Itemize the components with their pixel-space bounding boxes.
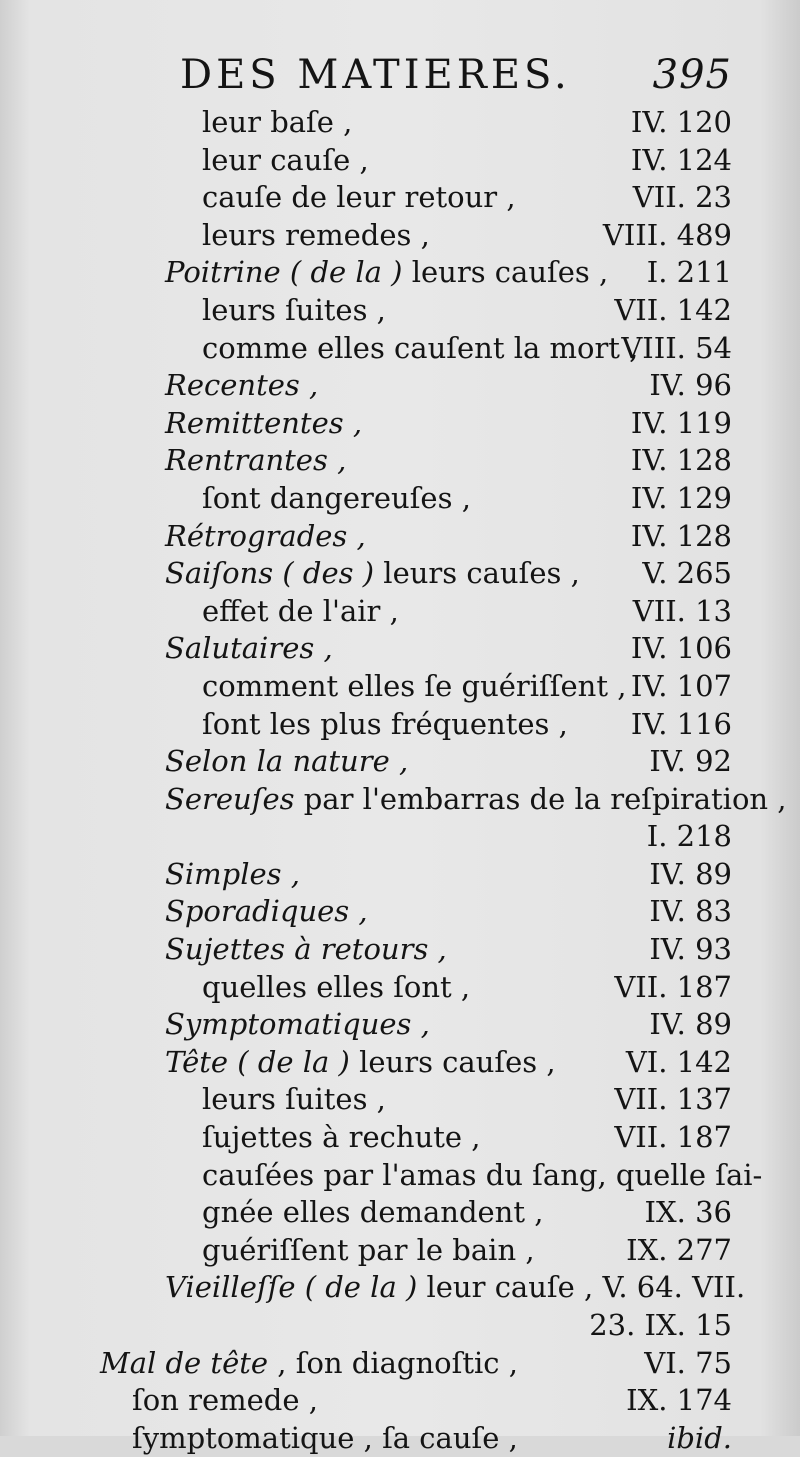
index-reference: VIII. 54 [621,330,732,365]
entry-text: ſont dangereuſes , [202,480,471,515]
entry-text: cauſées par l'amas du ſang, quelle ſai- [202,1157,763,1192]
index-line [0,480,800,518]
index-line [0,555,800,593]
index-reference: IV. 124 [630,142,732,177]
entry-text: leur baſe , [202,105,353,139]
index-reference: VII. 142 [614,292,732,327]
index-reference: VII. 137 [614,1082,732,1117]
entry-heading: Selon la nature , [165,744,409,779]
index-reference: VII. 23 [632,180,732,215]
index-entry-text [202,179,516,217]
index-reference: 23. IX. 15 [589,1308,732,1342]
index-line [0,104,800,142]
index-line [0,254,800,292]
index-line [0,330,800,368]
index-entry-text [132,1382,318,1420]
entry-heading: Symptomatiques , [165,1007,430,1042]
index-entry-text [202,1157,762,1195]
index-reference: IV. 129 [630,480,732,515]
index-entry-text [202,480,471,518]
page-number: 395 [652,52,732,98]
index-entry-text [165,405,362,443]
page-header [180,52,740,110]
index-line [0,856,800,894]
index-reference: IV. 119 [630,405,732,440]
index-line [0,668,800,706]
index-entry-text [100,1345,518,1383]
index-reference-ibid: ibid. [667,1420,732,1455]
entry-heading: Sereuſes [165,781,295,816]
index-line [0,630,800,668]
entry-heading: Simples , [165,856,300,891]
index-line [0,1269,800,1307]
index-entry-text [202,706,568,744]
index-entries [0,104,800,1457]
index-entry-text [202,104,352,142]
index-reference: IV. 116 [630,706,732,741]
entry-text: gnée elles demandent , [202,1195,544,1230]
entry-text: ſymptomatique , ſa cauſe , [132,1420,518,1455]
index-entry-text [202,668,626,706]
index-line [0,1232,800,1270]
entry-text: ſon remede , [132,1383,318,1418]
index-entry-text [202,593,399,631]
index-line [0,706,800,744]
entry-text: ſont les plus fréquentes , [202,706,568,741]
entry-heading: Poitrine ( de la ) [165,255,403,290]
index-entry-text [202,142,369,180]
index-line [0,1006,800,1044]
index-line [0,1345,800,1383]
entry-text: leurs ſuites , [202,1082,386,1117]
entry-text: comment elles ſe guériſſent , [202,668,627,703]
index-line [0,1119,800,1157]
index-reference: IV. 120 [630,105,732,139]
entry-text: guériſſent par le bain , [202,1232,535,1267]
entry-heading: Sporadiques , [165,894,368,929]
entry-text: comme elles cauſent la mort , [202,330,639,365]
entry-text: leurs cauſes , [402,255,609,290]
index-line [0,367,800,405]
index-entry-text [202,217,430,255]
index-entry-text [165,518,366,556]
index-line [0,781,800,819]
entry-heading: Sujettes à retours , [165,932,447,967]
entry-heading: Tête ( de la ) [165,1044,350,1079]
running-title: DES MATIERES. [180,52,571,98]
entry-text: , ſon diagnoſtic , [268,1345,518,1380]
index-reference: IX. 174 [626,1383,732,1418]
entry-text: leurs cauſes , [374,556,580,591]
entry-text: cauſe de leur retour , [202,180,516,215]
index-line [0,969,800,1007]
entry-text: leurs remedes , [202,217,430,252]
index-reference: VIII. 489 [602,217,732,252]
entry-heading: Rétrogrades , [165,518,366,553]
index-line [0,292,800,330]
index-reference: IV. 89 [649,856,732,891]
index-reference: IV. 128 [630,443,732,478]
entry-heading: Saiſons ( des ) [165,556,375,591]
index-entry-text [165,893,368,931]
index-entry-text [202,330,638,368]
index-reference: IV. 83 [649,894,732,929]
index-reference: I. 218 [646,819,732,854]
index-entry-text [202,1119,481,1157]
index-reference: VI. 75 [644,1345,732,1380]
index-entry-text [165,743,408,781]
index-entry-text [202,1081,386,1119]
index-entry-text [202,1194,543,1232]
index-reference: IV. 96 [649,368,732,403]
index-entry-text [165,254,608,292]
entry-text: effet de l'air , [202,593,399,628]
index-entry-text [202,969,470,1007]
index-entry-text [165,856,300,894]
index-reference: IV. 128 [630,518,732,553]
index-reference: VI. 142 [625,1044,732,1079]
index-line [0,442,800,480]
index-line [0,1081,800,1119]
entry-heading: Mal de tête [100,1345,269,1380]
entry-text: leur cauſe , V. 64. VII. [417,1270,746,1305]
entry-heading: Recentes , [165,368,319,403]
index-reference: IV. 89 [649,1007,732,1042]
index-line [0,217,800,255]
index-entry-text [165,1044,556,1082]
index-line [0,405,800,443]
index-reference: VII. 13 [632,593,732,628]
index-reference: IX. 277 [626,1232,732,1267]
index-line [0,179,800,217]
index-entry-text [165,442,346,480]
index-entry-text [165,931,447,969]
index-line [0,1157,800,1195]
index-reference: V. 265 [642,556,732,591]
index-entry-text [165,555,580,593]
index-entry-text [165,367,318,405]
index-entry-text [202,1232,535,1270]
index-reference: I. 211 [646,255,732,290]
entry-text: quelles elles ſont , [202,969,471,1004]
index-reference: IV. 107 [630,668,732,703]
index-reference: IX. 36 [644,1195,732,1230]
index-reference: VII. 187 [614,1120,732,1155]
entry-text: leur cauſe , [202,142,369,177]
entry-text: leurs cauſes , [349,1044,556,1079]
index-line [0,142,800,180]
index-entry-text [132,1420,518,1457]
index-line [0,1194,800,1232]
entry-text: ſujettes à rechute , [202,1120,481,1155]
index-entry-text [165,781,787,819]
entry-heading: Rentrantes , [165,443,347,478]
entry-text: leurs ſuites , [202,292,386,327]
index-entry-text [165,630,333,668]
index-line [0,1382,800,1420]
index-line [0,893,800,931]
index-reference: IV. 106 [630,631,732,666]
index-line [0,518,800,556]
index-line [0,931,800,969]
entry-heading: Salutaires , [165,631,333,666]
index-line [0,1044,800,1082]
entry-text: par l'embarras de la reſpiration , [294,781,787,816]
index-line [0,593,800,631]
index-entry-text [165,1006,430,1044]
index-reference: VII. 187 [614,969,732,1004]
index-entry-text [202,292,386,330]
index-entry-text [165,1269,745,1307]
entry-heading: Remittentes , [165,405,363,440]
index-reference: IV. 93 [649,932,732,967]
index-line [0,743,800,781]
index-line [0,1420,800,1457]
index-line [0,818,800,856]
index-line [0,1307,800,1345]
index-reference: IV. 92 [649,744,732,779]
entry-heading: Vieilleſſe ( de la ) [165,1270,418,1305]
